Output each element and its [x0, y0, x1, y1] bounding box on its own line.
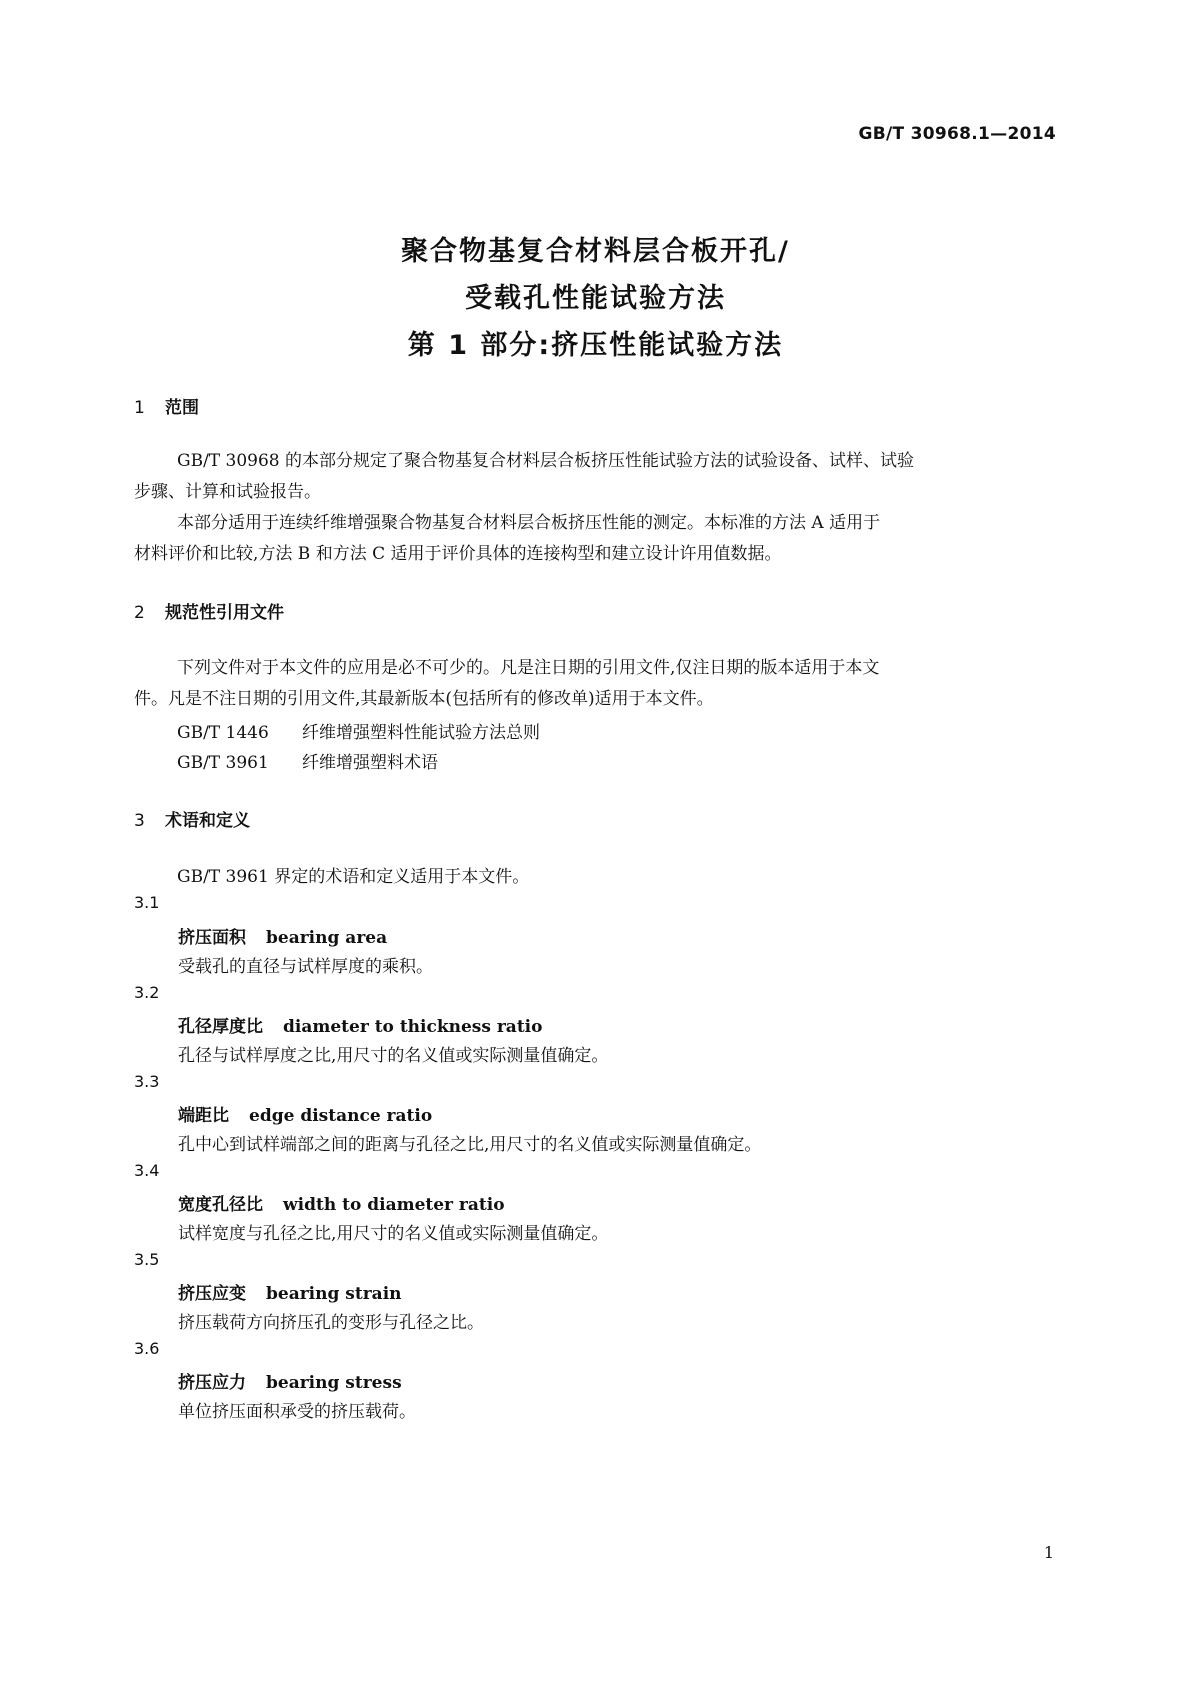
- section-number: 3: [134, 811, 145, 831]
- term-definition: 孔中心到试样端部之间的距离与孔径之比,用尺寸的名义值或实际测量值确定。: [178, 1135, 762, 1155]
- term-definition: 受载孔的直径与试样厚度的乘积。: [178, 957, 433, 977]
- term-definition: 试样宽度与孔径之比,用尺寸的名义值或实际测量值确定。: [178, 1224, 609, 1244]
- section-number: 1: [134, 398, 145, 418]
- section-title: 范围: [165, 398, 199, 418]
- term-name: [178, 923, 387, 948]
- scope-paragraph: [134, 446, 1060, 570]
- reference-item: [177, 748, 438, 773]
- reference-item: [177, 718, 540, 743]
- term-name: [178, 1368, 402, 1393]
- term-number: 3.5: [134, 1250, 160, 1269]
- page-number: 1: [1043, 1543, 1054, 1562]
- term-definition: 挤压载荷方向挤压孔的变形与孔径之比。: [178, 1313, 484, 1333]
- reference-title: 纤维增强塑料性能试验方法总则: [302, 723, 540, 743]
- document-title: [0, 228, 1191, 369]
- section-heading-references: [134, 598, 284, 623]
- term-name-en: width to diameter ratio: [283, 1195, 505, 1215]
- term-definition: 孔径与试样厚度之比,用尺寸的名义值或实际测量值确定。: [178, 1046, 609, 1066]
- section-heading-scope: [134, 393, 199, 418]
- term-number: 3.3: [134, 1072, 160, 1091]
- term-name-cn: 端距比: [178, 1106, 229, 1126]
- term-name: [178, 1279, 402, 1304]
- reference-code: GB/T 1446: [177, 723, 269, 743]
- scope-p2-line2: 材料评价和比较,方法 B 和方法 C 适用于评价具体的连接构型和建立设计许用值数据。: [134, 544, 782, 564]
- terms-intro: GB/T 3961 界定的术语和定义适用于本文件。: [177, 867, 530, 887]
- reference-title: 纤维增强塑料术语: [302, 753, 438, 773]
- scope-p1-line2: 步骤、计算和试验报告。: [134, 482, 321, 502]
- section-heading-terms: [134, 806, 250, 831]
- term-name-en: diameter to thickness ratio: [283, 1017, 543, 1037]
- term-name-en: bearing area: [266, 928, 388, 948]
- term-name-en: bearing strain: [266, 1284, 402, 1304]
- term-definition: 单位挤压面积承受的挤压载荷。: [178, 1402, 416, 1422]
- section-title: 术语和定义: [165, 811, 250, 831]
- term-name-cn: 挤压应变: [178, 1284, 246, 1304]
- term-number: 3.4: [134, 1161, 160, 1180]
- term-name-cn: 挤压应力: [178, 1373, 246, 1393]
- term-number: 3.1: [134, 893, 160, 912]
- term-number: 3.2: [134, 983, 160, 1002]
- reference-code: GB/T 3961: [177, 753, 269, 773]
- references-intro-line1: 下列文件对于本文件的应用是必不可少的。凡是注日期的引用文件,仅注日期的版本适用于本文: [177, 658, 880, 678]
- section-number: 2: [134, 603, 145, 623]
- term-name-cn: 孔径厚度比: [178, 1017, 263, 1037]
- term-name-cn: 挤压面积: [178, 928, 246, 948]
- scope-p2-line1: 本部分适用于连续纤维增强聚合物基复合材料层合板挤压性能的测定。本标准的方法 A 适用于: [177, 513, 881, 533]
- term-name: [178, 1190, 505, 1215]
- term-name: [178, 1101, 432, 1126]
- term-name-cn: 宽度孔径比: [178, 1195, 263, 1215]
- term-number: 3.6: [134, 1339, 160, 1358]
- title-line-3: 第 1 部分:挤压性能试验方法: [407, 330, 784, 361]
- term-name-en: bearing stress: [266, 1373, 402, 1393]
- title-line-1: 聚合物基复合材料层合板开孔/: [401, 236, 790, 267]
- scope-p1-line1: GB/T 30968 的本部分规定了聚合物基复合材料层合板挤压性能试验方法的试验设备、试样、试验: [177, 451, 915, 471]
- title-line-2: 受载孔性能试验方法: [465, 283, 726, 314]
- references-intro-line2: 件。凡是不注日期的引用文件,其最新版本(包括所有的修改单)适用于本文件。: [134, 689, 714, 709]
- term-name-en: edge distance ratio: [249, 1106, 433, 1126]
- term-name: [178, 1012, 542, 1037]
- standard-code: GB/T 30968.1—2014: [858, 124, 1056, 144]
- references-intro: [134, 653, 1060, 715]
- section-title: 规范性引用文件: [165, 603, 284, 623]
